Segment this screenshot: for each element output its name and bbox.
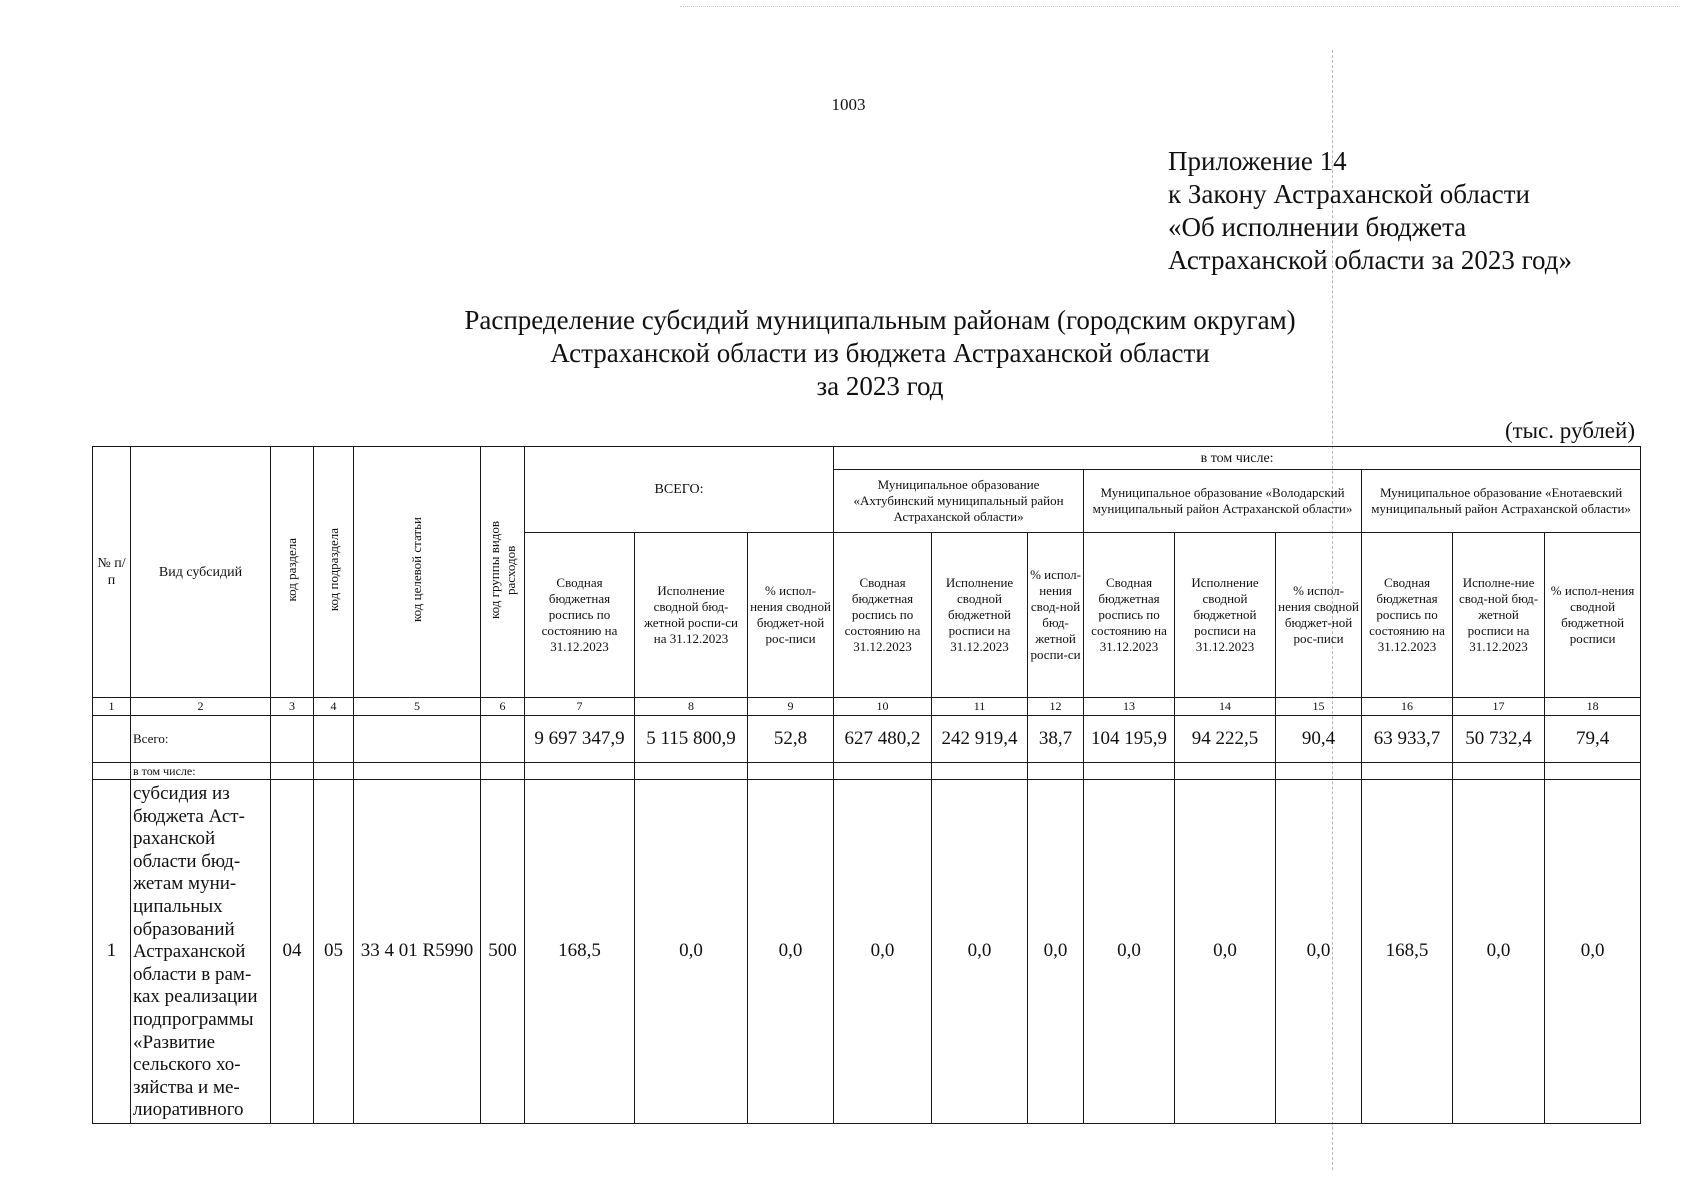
column-number: 9 xyxy=(748,698,834,716)
scan-top-line xyxy=(680,6,1680,7)
including-row xyxy=(93,763,1641,780)
row-value: 0,0 xyxy=(1545,780,1641,1124)
table-cell xyxy=(748,763,834,780)
total-value: 94 222,5 xyxy=(1175,716,1276,763)
table-cell xyxy=(481,763,525,780)
column-number: 14 xyxy=(1175,698,1276,716)
table-cell xyxy=(635,763,748,780)
header-row-1 xyxy=(93,447,1641,470)
row-value: 0,0 xyxy=(1453,780,1545,1124)
header-mun-akhtuba: Муниципальное образование «Ахтубинский муниципальный район Астраханской области» xyxy=(834,470,1084,533)
header-mun-enotaevsky: Муниципальное образование «Енотаевский муниципальный район Астраханской области» xyxy=(1362,470,1641,533)
table-cell xyxy=(354,716,481,763)
table-cell xyxy=(481,716,525,763)
table-cell xyxy=(314,716,354,763)
column-number: 3 xyxy=(271,698,314,716)
header-c13: Сводная бюджетная роспись по состоянию на 31.12.2023 xyxy=(1084,533,1175,698)
row-value: 168,5 xyxy=(525,780,635,1124)
table-cell xyxy=(1453,763,1545,780)
total-value: 90,4 xyxy=(1276,716,1362,763)
total-value: 38,7 xyxy=(1028,716,1084,763)
column-number: 17 xyxy=(1453,698,1545,716)
column-number: 16 xyxy=(1362,698,1453,716)
table-cell xyxy=(314,763,354,780)
appendix-line-1: Приложение 14 xyxy=(1168,146,1347,176)
table-cell xyxy=(93,716,131,763)
table-cell xyxy=(834,763,932,780)
title-line-2: Астраханской области из бюджета Астраханской области xyxy=(550,338,1210,368)
header-podrazdel xyxy=(314,447,354,698)
header-c8: Исполнение сводной бюд-жетной роспи-си на 31.12.2023 xyxy=(635,533,748,698)
table-cell xyxy=(1084,763,1175,780)
header-num: № п/п xyxy=(93,447,131,698)
total-row xyxy=(93,716,1641,763)
column-number: 11 xyxy=(932,698,1028,716)
header-c17: Исполне-ние свод-ной бюд-жетной росписи на 31.12.2023 xyxy=(1453,533,1545,698)
total-value: 50 732,4 xyxy=(1453,716,1545,763)
row-value: 0,0 xyxy=(748,780,834,1124)
header-c18: % испол-нения сводной бюджетной росписи xyxy=(1545,533,1641,698)
total-label: Всего: xyxy=(131,716,271,763)
header-c10: Сводная бюджетная роспись по состоянию на 31.12.2023 xyxy=(834,533,932,698)
column-number: 7 xyxy=(525,698,635,716)
header-mun-volodarsky: Муниципальное образование «Володарский муниципальный район Астраханской области» xyxy=(1084,470,1362,533)
row-target-code: 33 4 01 R5990 xyxy=(354,780,481,1124)
row-value: 0,0 xyxy=(1276,780,1362,1124)
total-value: 63 933,7 xyxy=(1362,716,1453,763)
header-total: ВСЕГО: xyxy=(525,447,834,533)
column-number: 1 xyxy=(93,698,131,716)
total-value: 5 115 800,9 xyxy=(635,716,748,763)
table-cell xyxy=(1175,763,1276,780)
column-number: 15 xyxy=(1276,698,1362,716)
row-value: 0,0 xyxy=(834,780,932,1124)
header-c12: % испол-нения свод-ной бюд-жетной роспи-си xyxy=(1028,533,1084,698)
total-value: 52,8 xyxy=(748,716,834,763)
including-label: в том числе: xyxy=(131,763,271,780)
header-podrazdel-text: код подраздела xyxy=(325,527,341,612)
table-row xyxy=(93,780,1641,1124)
header-c15: % испол-нения сводной бюджет-ной рос-писи xyxy=(1276,533,1362,698)
column-number: 5 xyxy=(354,698,481,716)
row-value: 0,0 xyxy=(1175,780,1276,1124)
header-c14: Исполнение сводной бюджетной росписи на 31.12.2023 xyxy=(1175,533,1276,698)
title-line-1: Распределение субсидий муниципальным районам (городским округам) xyxy=(464,305,1296,335)
column-number: 2 xyxy=(131,698,271,716)
column-number: 13 xyxy=(1084,698,1175,716)
table-cell xyxy=(1362,763,1453,780)
header-c9: % испол-нения сводной бюджет-ной рос-писи xyxy=(748,533,834,698)
row-value: 0,0 xyxy=(1084,780,1175,1124)
table-cell xyxy=(1028,763,1084,780)
row-group-code: 500 xyxy=(481,780,525,1124)
total-value: 79,4 xyxy=(1545,716,1641,763)
appendix-block xyxy=(1168,145,1572,277)
row-subsidy-kind: субсидия из бюджета Аст-раханской области бюд-жетам муни-ципальных образований Астраханской области в рам-ках реализации подпрограммы «Развитие сельского хо-зяйства и ме-лиоративного xyxy=(131,780,271,1124)
column-number: 6 xyxy=(481,698,525,716)
appendix-line-2: к Закону Астраханской области xyxy=(1168,179,1531,209)
column-number: 12 xyxy=(1028,698,1084,716)
table-cell xyxy=(932,763,1028,780)
row-value: 0,0 xyxy=(635,780,748,1124)
header-razdel xyxy=(271,447,314,698)
appendix-line-4: Астраханской области за 2023 год» xyxy=(1168,245,1572,275)
table-cell xyxy=(93,763,131,780)
document-title xyxy=(380,304,1380,403)
table-cell xyxy=(271,716,314,763)
table-cell xyxy=(525,763,635,780)
column-number-row xyxy=(93,698,1641,716)
total-value: 242 919,4 xyxy=(932,716,1028,763)
header-target-text: код целевой статьи xyxy=(409,517,424,622)
row-value: 0,0 xyxy=(1028,780,1084,1124)
header-c16: Сводная бюджетная роспись по состоянию на 31.12.2023 xyxy=(1362,533,1453,698)
row-value: 0,0 xyxy=(932,780,1028,1124)
header-c7: Сводная бюджетная роспись по состоянию на 31.12.2023 xyxy=(525,533,635,698)
header-group-text: код группы видов расходов xyxy=(486,520,518,619)
row-razdel: 04 xyxy=(271,780,314,1124)
column-number: 4 xyxy=(314,698,354,716)
title-line-3: за 2023 год xyxy=(816,371,944,401)
total-value: 627 480,2 xyxy=(834,716,932,763)
table-cell xyxy=(271,763,314,780)
total-value: 104 195,9 xyxy=(1084,716,1175,763)
row-number: 1 xyxy=(93,780,131,1124)
appendix-line-3: «Об исполнении бюджета xyxy=(1168,212,1467,242)
table-cell xyxy=(1545,763,1641,780)
header-target xyxy=(354,447,481,698)
table-cell xyxy=(1276,763,1362,780)
header-razdel-text: код раздела xyxy=(284,537,299,602)
table-cell xyxy=(354,763,481,780)
header-group xyxy=(481,447,525,698)
row-podrazdel: 05 xyxy=(314,780,354,1124)
header-kind: Вид субсидий xyxy=(131,447,271,698)
row-value: 168,5 xyxy=(1362,780,1453,1124)
column-number: 18 xyxy=(1545,698,1641,716)
page-number: 1003 xyxy=(831,95,866,114)
column-number: 10 xyxy=(834,698,932,716)
subsidy-table xyxy=(92,446,1641,1124)
units-label: (тыс. рублей) xyxy=(1504,418,1635,443)
header-c11: Исполнение сводной бюджетной росписи на 31.12.2023 xyxy=(932,533,1028,698)
column-number: 8 xyxy=(635,698,748,716)
total-value: 9 697 347,9 xyxy=(525,716,635,763)
header-including: в том числе: xyxy=(834,447,1641,470)
